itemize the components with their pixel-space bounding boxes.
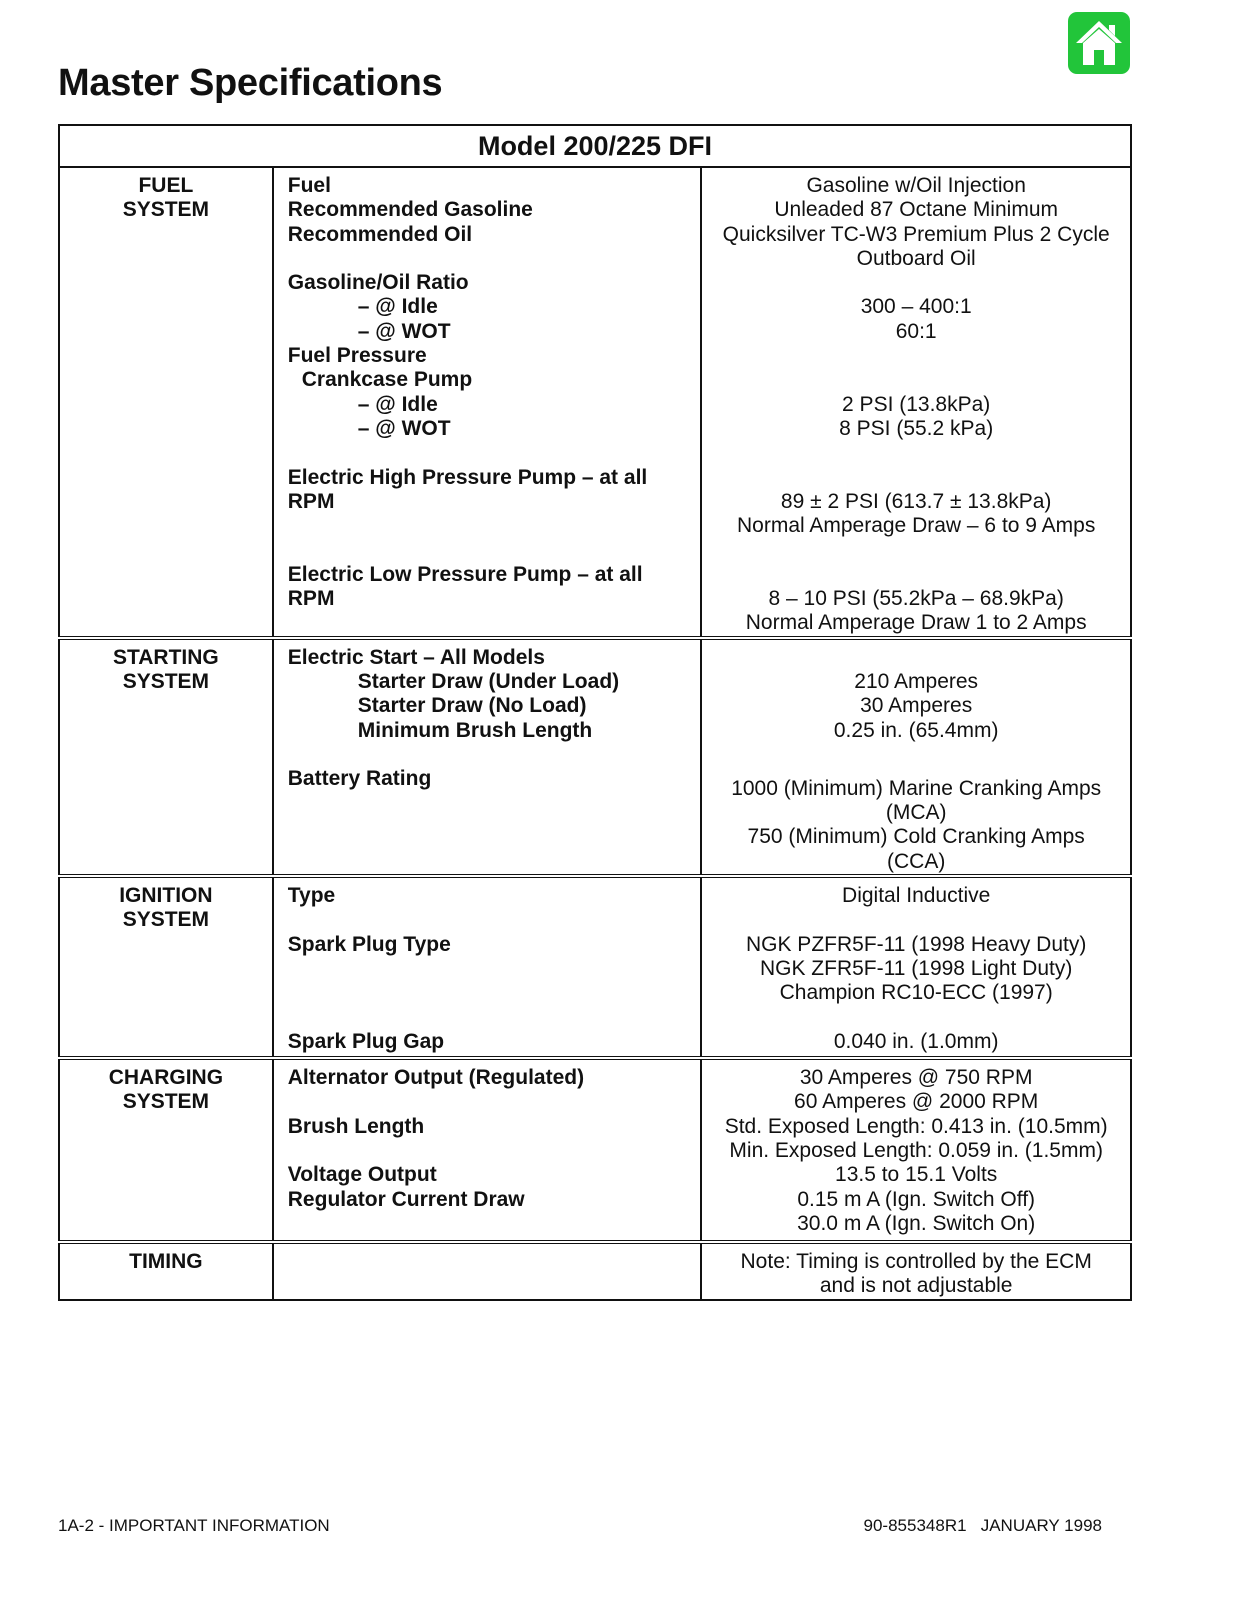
charging-system-labels: Alternator Output (Regulated) Brush Length Voltage Output Regulator Current Draw (273, 1058, 702, 1242)
ignition-system-category: IGNITION SYSTEM (59, 876, 273, 1058)
fuel-system-category: FUEL SYSTEM (59, 167, 273, 638)
home-button[interactable] (1068, 12, 1130, 74)
ignition-system-row (59, 876, 1131, 1058)
fuel-system-labels: Fuel Recommended Gasoline Recommended Oil Gasoline/Oil Ratio – @ Idle – @ WOT Fuel Pressure Crankcase Pump – @ Idle – @ WOT Electric High Pressure Pump – at all RPM Electric Low Pressure Pump – at all RPM (273, 167, 702, 638)
page-title: Master Specifications (58, 62, 443, 104)
footer-document-id: 90-855348R1 JANUARY 1998 (863, 1516, 1102, 1535)
ignition-system-labels: Type Spark Plug Type Spark Plug Gap (273, 876, 702, 1058)
fuel-system-values: Gasoline w/Oil Injection Unleaded 87 Octane Minimum Quicksilver TC-W3 Premium Plus 2 Cycle Outboard Oil 300 – 400:1 60:1 2 PSI (13.8kPa) 8 PSI (55.2 kPa) 89 ± 2 PSI (613.7 ± 13.8kPa) Normal Amperage Draw – 6 to 9 Amps 8 – 10 PSI (55.2kPa – 68.9kPa) Normal Amperage Draw 1 to 2 Amps (701, 167, 1131, 638)
ignition-system-values: Digital Inductive NGK PZFR5F-11 (1998 Heavy Duty) NGK ZFR5F-11 (1998 Light Duty) Champion RC10-ECC (1997) 0.040 in. (1.0mm) (701, 876, 1131, 1058)
starting-system-labels: Electric Start – All Models Starter Draw (Under Load) Starter Draw (No Load) Minimum Brush Length Battery Rating (273, 638, 702, 876)
fuel-system-row (59, 167, 1131, 638)
home-icon (1068, 12, 1130, 74)
charging-system-values: 30 Amperes @ 750 RPM 60 Amperes @ 2000 RPM Std. Exposed Length: 0.413 in. (10.5mm) Min. Exposed Length: 0.059 in. (1.5mm) 13.5 to 15.1 Volts 0.15 m A (Ign. Switch Off) 30.0 m A (Ign. Switch On) (701, 1058, 1131, 1242)
starting-system-category: STARTING SYSTEM (59, 638, 273, 876)
model-heading: Model 200/225 DFI (59, 125, 1131, 167)
timing-row (59, 1242, 1131, 1300)
timing-category: TIMING (59, 1242, 273, 1300)
starting-system-row (59, 638, 1131, 876)
starting-system-values: 210 Amperes 30 Amperes 0.25 in. (65.4mm) 1000 (Minimum) Marine Cranking Amps (MCA) 750 (Minimum) Cold Cranking Amps (CCA) (701, 638, 1131, 876)
timing-values: Note: Timing is controlled by the ECM and is not adjustable (701, 1242, 1131, 1300)
charging-system-category: CHARGING SYSTEM (59, 1058, 273, 1242)
table-header-row (59, 125, 1131, 167)
spec-table (58, 124, 1132, 1301)
timing-labels (273, 1242, 702, 1300)
footer-section-label: 1A-2 - IMPORTANT INFORMATION (58, 1516, 330, 1535)
charging-system-row (59, 1058, 1131, 1242)
